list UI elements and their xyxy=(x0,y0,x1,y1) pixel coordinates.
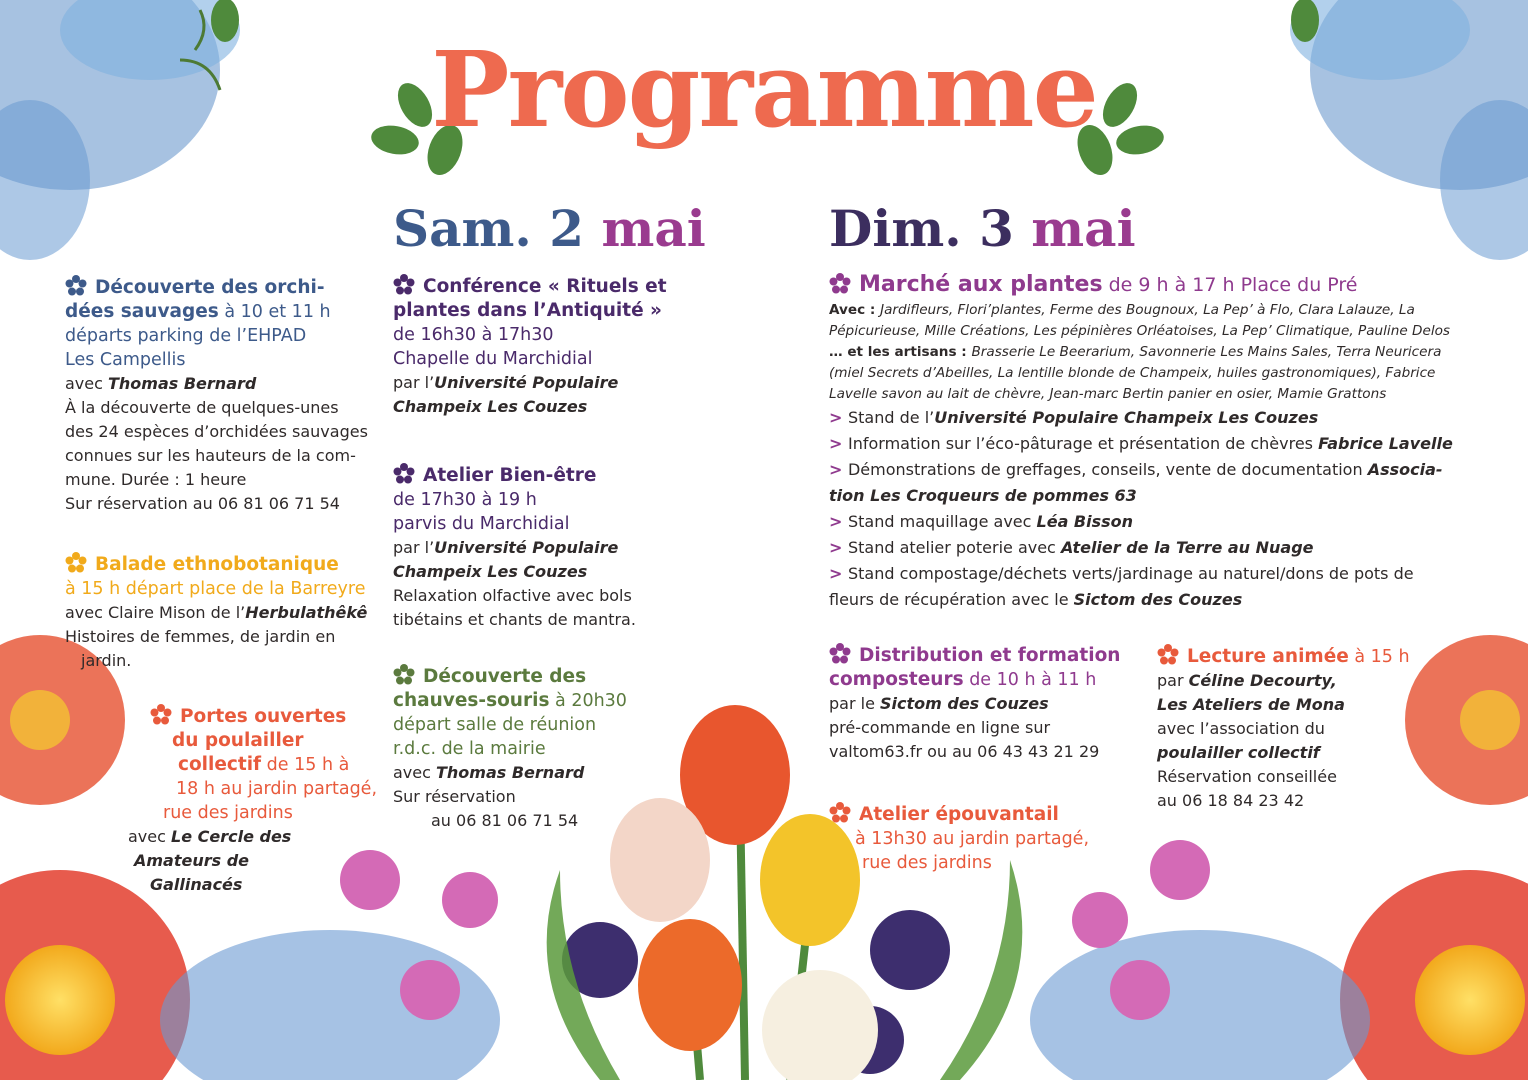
event-title-cont: composteurs xyxy=(829,669,964,690)
sunday-date: Dim. 3 xyxy=(829,199,1032,258)
event-title: Lecture animée xyxy=(1187,646,1349,667)
by-label: par le xyxy=(829,694,880,713)
artisans-list: Brasserie Le Beerarium, Savonnerie Les Mains Sales, Terra Neuricera xyxy=(971,344,1442,360)
event-orchids xyxy=(65,275,385,516)
list-item-text: Stand de l’ xyxy=(847,408,935,427)
list-item-text: Démonstrations de greffages, conseils, vente de documentation xyxy=(847,460,1368,479)
event-place-cont: r.d.c. de la mairie xyxy=(393,739,546,759)
event-ethnobotany xyxy=(65,552,385,673)
event-booking: Sur réservation au 06 81 06 71 54 xyxy=(65,494,340,513)
forget-me-not-bottom-right xyxy=(1030,930,1370,1080)
event-booking-phone: au 06 81 06 71 54 xyxy=(431,811,579,830)
event-time: de 16h30 à 17h30 xyxy=(393,325,554,345)
event-place: rue des jardins xyxy=(163,803,293,823)
guide-name: Thomas Bernard xyxy=(436,763,585,782)
event-place: Chapelle du Marchidial xyxy=(393,349,593,369)
list-item xyxy=(829,535,1469,561)
organizer-name: Associa- xyxy=(1367,460,1443,479)
exhibitors-list: Jardifleurs, Flori’plantes, Ferme des Bougnoux, La Pep’ à Flo, Clara Lalauze, La xyxy=(880,302,1415,318)
event-time: à 10 et 11 h xyxy=(218,302,331,322)
event-time: de 15 h à xyxy=(261,755,350,775)
event-conference xyxy=(393,274,693,419)
event-title-cont: dées sauvages xyxy=(65,301,219,322)
chevron-icon: > xyxy=(829,460,848,479)
event-place-cont: Les Campellis xyxy=(65,350,186,370)
artisans-list: Lavelle savon au lait de chèvre, Jean-marc Bertin panier en osier, Mamie Grattons xyxy=(829,386,1387,402)
organizer-name: Gallinacés xyxy=(150,875,243,894)
event-desc: avec l’association du xyxy=(1157,719,1325,738)
event-desc: mune. Durée : 1 heure xyxy=(65,470,247,489)
event-plant-market xyxy=(829,270,1469,613)
list-item xyxy=(829,405,1469,431)
flower-icon xyxy=(150,704,172,726)
chevron-icon: > xyxy=(829,408,848,427)
event-title: Marché aux plantes xyxy=(859,272,1103,297)
flower-icon xyxy=(829,643,851,665)
list-item xyxy=(829,509,1469,535)
event-place: rue des jardins xyxy=(862,853,992,873)
organizer-name: Céline Decourty, xyxy=(1188,671,1337,690)
with-label: avec xyxy=(128,827,171,846)
event-time-place: de 9 h à 17 h Place du Pré xyxy=(1102,274,1358,296)
tulip-red-bottom xyxy=(638,919,742,1051)
tulip-white xyxy=(762,970,878,1080)
organizer-name: Université Populaire Champeix Les Couzes xyxy=(934,408,1319,427)
event-scarecrow xyxy=(829,802,1129,875)
event-booking-phone: au 06 18 84 23 42 xyxy=(1157,791,1305,810)
flower-icon xyxy=(65,275,87,297)
event-place: départ salle de réunion xyxy=(393,715,597,735)
event-booking: Sur réservation xyxy=(393,787,516,806)
with-label: avec xyxy=(393,763,436,782)
with-label: avec xyxy=(65,374,108,393)
event-desc: Relaxation olfactive avec bols xyxy=(393,586,632,605)
flower-icon xyxy=(393,664,415,686)
chevron-icon: > xyxy=(829,538,848,557)
organizer-name: Amateurs de xyxy=(134,851,250,870)
flower-icon xyxy=(65,552,87,574)
by-label: par xyxy=(1157,671,1189,690)
flower-icon xyxy=(393,274,415,296)
list-item-text: Stand compostage/déchets verts/jardinage au naturel/dons de pots de xyxy=(847,564,1414,583)
artisans-label: … et les artisans : xyxy=(829,344,972,360)
by-label: par l’ xyxy=(393,538,435,557)
event-time-place: à 15 h départ place de la Barreyre xyxy=(65,579,366,599)
list-item-text: Stand atelier poterie avec xyxy=(847,538,1061,557)
event-desc: À la découverte de quelques-unes xyxy=(65,398,339,417)
event-time: à 15 h xyxy=(1348,647,1410,667)
event-time: à 20h30 xyxy=(549,691,627,711)
list-item-text: fleurs de récupération avec le xyxy=(829,590,1074,609)
organizer-name: poulailler collectif xyxy=(1157,743,1320,762)
organizer-name: Fabrice Lavelle xyxy=(1318,434,1453,453)
organizer-name: Léa Bisson xyxy=(1036,512,1134,531)
stand-list xyxy=(829,405,1469,613)
event-title: Balade ethnobotanique xyxy=(95,554,339,575)
organizer-name: Atelier de la Terre au Nuage xyxy=(1060,538,1314,557)
saturday-heading xyxy=(393,199,706,258)
organizer-name: Sictom des Couzes xyxy=(1073,590,1243,609)
event-place: départs parking de l’EHPAD xyxy=(65,326,307,346)
event-desc: tibétains et chants de mantra. xyxy=(393,610,636,629)
saturday-date: Sam. 2 xyxy=(393,199,602,258)
event-compost-distribution xyxy=(829,643,1149,764)
event-title-cont: collectif xyxy=(178,754,262,775)
event-title: Portes ouvertes xyxy=(180,706,347,727)
flower-icon xyxy=(393,463,415,485)
list-item xyxy=(829,457,1469,483)
violet-cluster xyxy=(562,910,950,1074)
list-item-text: Stand maquillage avec xyxy=(847,512,1037,531)
event-title-cont: plantes dans l’Antiquité » xyxy=(393,300,663,321)
event-title: Conférence « Rituels et xyxy=(423,276,667,297)
event-reading xyxy=(1157,644,1457,813)
event-title: Découverte des orchi- xyxy=(95,277,325,298)
by-label: par l’ xyxy=(393,373,435,392)
event-title-cont: du poulailler xyxy=(172,730,304,751)
chevron-icon: > xyxy=(829,434,848,453)
organizer-name: Le Cercle des xyxy=(171,827,292,846)
event-title: Atelier épouvantail xyxy=(859,804,1059,825)
event-booking: Réservation conseillée xyxy=(1157,767,1337,786)
event-desc: des 24 espèces d’orchidées sauvages xyxy=(65,422,368,441)
event-wellbeing xyxy=(393,463,693,632)
event-time: de 17h30 à 19 h xyxy=(393,490,537,510)
list-item xyxy=(829,431,1469,457)
saturday-month: mai xyxy=(601,199,706,258)
flower-icon xyxy=(829,802,851,824)
chevron-icon: > xyxy=(829,512,848,531)
guide-name: Thomas Bernard xyxy=(108,374,257,393)
event-desc: Histoires de femmes, de jardin en xyxy=(65,627,336,646)
sunday-month: mai xyxy=(1031,199,1136,258)
organizer-name: Les Ateliers de Mona xyxy=(1157,695,1345,714)
organizer-name: Université Populaire xyxy=(434,373,619,392)
organizer-name: Champeix Les Couzes xyxy=(393,562,588,581)
event-desc: connues sur les hauteurs de la com- xyxy=(65,446,356,465)
flower-icon xyxy=(829,273,851,295)
event-time: 18 h au jardin partagé, xyxy=(176,779,378,799)
exhibitors-list: Pépicurieuse, Mille Créations, Les pépinières Orléatoises, La Pep’ Climatique, Pauline Delos xyxy=(829,323,1451,339)
organizer-name: Université Populaire xyxy=(434,538,619,557)
event-desc: valtom63.fr ou au 06 43 43 21 29 xyxy=(829,742,1100,761)
list-item xyxy=(829,561,1469,587)
event-bats xyxy=(393,664,693,833)
event-title: Distribution et formation xyxy=(859,645,1121,666)
event-place: parvis du Marchidial xyxy=(393,514,570,534)
artisans-list: (miel Secrets d’Abeilles, La lentille blonde de Champeix, huiles gastronomiques), Fabrice xyxy=(829,365,1436,381)
with-label: avec Claire Mison de l’ xyxy=(65,603,246,622)
event-henhouse xyxy=(128,704,380,897)
organizer-name: Champeix Les Couzes xyxy=(393,397,588,416)
event-desc: pré-commande en ligne sur xyxy=(829,718,1051,737)
organizer-name: Sictom des Couzes xyxy=(880,694,1049,713)
organizer-name: tion Les Croqueurs de pommes 63 xyxy=(829,486,1137,505)
chevron-icon: > xyxy=(829,564,848,583)
event-title-cont: chauves-souris xyxy=(393,690,550,711)
exhibitors-label: Avec : xyxy=(829,302,881,318)
event-desc: jardin. xyxy=(81,651,132,670)
list-item-text: Information sur l’éco-pâturage et présentation de chèvres xyxy=(847,434,1319,453)
event-title: Atelier Bien-être xyxy=(423,465,597,486)
page-title: Programme xyxy=(431,28,1097,151)
event-title: Découverte des xyxy=(423,666,587,687)
event-time-place: à 13h30 au jardin partagé, xyxy=(855,829,1090,849)
organizer-name: Herbulathêkê xyxy=(245,603,368,622)
flower-icon xyxy=(1157,644,1179,666)
event-time: de 10 h à 11 h xyxy=(963,670,1097,690)
sunday-heading xyxy=(829,199,1136,258)
